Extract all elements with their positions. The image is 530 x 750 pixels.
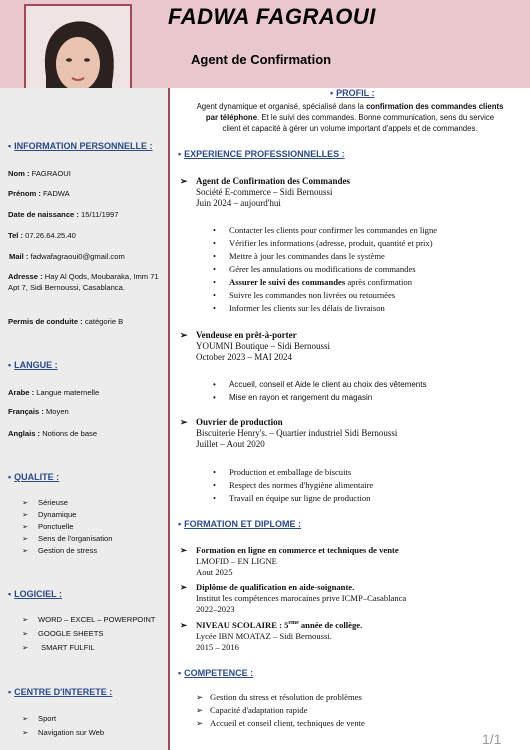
bullet-dot: • <box>213 251 217 261</box>
bullet-dot: • <box>213 277 217 287</box>
arrow-icon: ➢ <box>180 582 188 592</box>
qualite-item: ➢ Sens de l'organisation <box>22 534 113 543</box>
task-item: • Mise en rayon et rangement du magasin <box>213 393 373 402</box>
job-company: Biscuiterie Henry's. – Quartier industriel Sidi Bernoussi <box>196 428 398 438</box>
bullet-dot: • <box>213 380 216 389</box>
job-title-line: ➢ Vendeuse en prêt-à-porter <box>180 330 297 340</box>
task-item: • Mettre à jour les commandes dans le système <box>213 251 385 261</box>
info-permis: Permis de conduite : catégorie B <box>8 317 124 326</box>
formation-heading: • FORMATION ET DIPLOME : <box>178 519 301 529</box>
interet-heading: • CENTRE D'INTERETE : <box>8 687 113 697</box>
job-dates: Juin 2024 – aujourd'hui <box>196 198 281 208</box>
bullet-dot: • <box>178 519 182 529</box>
bullet-dot: • <box>8 360 12 370</box>
qualite-item: ➢ Dynamique <box>22 510 77 519</box>
competence-item: ➢ Capacité d'adaptation rapide <box>196 705 308 715</box>
formation-item: ➢ Diplôme de qualification en aide-soignante. Institut les compétences marocaines prive ICMP–Casablanca 2022–2023 <box>180 582 407 614</box>
logiciel-item: ➢ SMART FULFIL <box>22 643 95 652</box>
profil-heading: • PROFIL : <box>330 88 375 98</box>
interet-item: ➢ Navigation sur Web <box>22 728 105 737</box>
bullet-dot: • <box>213 225 217 235</box>
arrow-icon: ➢ <box>180 545 188 555</box>
bullet-dot: • <box>213 264 217 274</box>
info-tel: Tel : 07.26.64.25.40 <box>8 231 76 240</box>
arrow-icon: ➢ <box>22 728 29 737</box>
logiciel-item: ➢ GOOGLE SHEETS <box>22 629 104 638</box>
competence-item: ➢ Accueil et conseil client, techniques de vente <box>196 718 365 728</box>
job-company: YOUMNI Boutique – Sidi Bernoussi <box>196 341 331 351</box>
job-title: Agent de Confirmation <box>191 52 332 67</box>
bullet-dot: • <box>213 393 216 402</box>
arrow-icon: ➢ <box>22 643 29 652</box>
bullet-dot: • <box>213 467 217 477</box>
qualite-item: ➢ Gestion de stress <box>22 546 98 555</box>
langue-anglais: Anglais : Notions de base <box>8 429 98 438</box>
arrow-icon: ➢ <box>196 692 204 702</box>
job-dates: Juillet – Aout 2020 <box>196 439 265 449</box>
interet-item: ➢ Sport <box>22 714 57 723</box>
logiciel-heading: • LOGICIEL : <box>8 589 62 599</box>
task-item: • Travail en équipe sur ligne de production <box>213 493 371 503</box>
job-entry <box>180 330 330 363</box>
arrow-icon: ➢ <box>22 534 29 543</box>
info-nom: Nom : FAGRAOUI <box>8 169 71 178</box>
arrow-icon: ➢ <box>196 705 204 715</box>
formation-title: ➢ Formation en ligne en commerce et techniques de vente <box>180 545 399 555</box>
info-heading: • INFORMATION PERSONNELLE : <box>8 141 153 151</box>
task-item: • Vérifier les informations (adresse, produit, quantité et prix) <box>213 238 433 248</box>
langue-francais: Français : Moyen <box>8 407 69 416</box>
formation-item: ➢ NIVEAU SCOLAIRE : 5eme année de collège. Lycée IBN MOATAZ – Sidi Bernoussi. 2015 – 2016 <box>180 619 363 652</box>
arrow-icon: ➢ <box>22 498 29 507</box>
bullet-dot: • <box>330 88 334 98</box>
bullet-dot: • <box>213 493 217 503</box>
bullet-dot: • <box>8 687 12 697</box>
candidate-name: FADWA FAGRAOUI <box>168 4 376 29</box>
arrow-icon: ➢ <box>180 619 188 630</box>
qualite-item: ➢ Ponctuelle <box>22 522 74 531</box>
bullet-dot: • <box>213 290 217 300</box>
bullet-dot: • <box>178 668 182 678</box>
arrow-icon: ➢ <box>22 629 29 638</box>
arrow-icon: ➢ <box>22 522 29 531</box>
job-dates: October 2023 – MAI 2024 <box>196 352 292 362</box>
competence-item: ➢ Gestion du stress et résolution de problèmes <box>196 692 362 702</box>
arrow-icon: ➢ <box>180 176 188 186</box>
formation-title: ➢ NIVEAU SCOLAIRE : 5eme année de collège. <box>180 619 363 630</box>
qualite-heading: • QUALITE : <box>8 472 60 482</box>
job-entry <box>180 176 350 209</box>
page-indicator: 1/1 <box>482 731 502 747</box>
column-divider <box>168 88 170 750</box>
arrow-icon: ➢ <box>196 718 204 728</box>
arrow-icon: ➢ <box>22 615 29 624</box>
logiciel-item: ➢ WORD – EXCEL – POWERPOINT <box>22 615 156 624</box>
arrow-icon: ➢ <box>22 510 29 519</box>
profil-line: client et capacité à gérer un volume important d'appels et de commandes. <box>222 124 478 133</box>
bullet-dot: • <box>213 480 217 490</box>
qualite-item: ➢ Sérieuse <box>22 498 68 507</box>
experience-heading: • EXPERIENCE PROFESSIONNELLES : <box>178 149 345 159</box>
info-adresse: Adresse : Hay Al Qods, Moubaraka, Imm 71 Apt 7, Sidi Bernoussi, Casablanca. <box>8 272 159 292</box>
bullet-dot: • <box>8 472 12 482</box>
profil-line: Agent dynamique et organisé, spécialisé dans la confirmation des commandes clients <box>196 102 504 111</box>
competence-heading: • COMPETENCE : <box>178 668 254 678</box>
info-birthdate: Date de naissance : 15/11/1997 <box>8 210 119 219</box>
bullet-dot: • <box>8 589 12 599</box>
arrow-icon: ➢ <box>22 546 29 555</box>
langue-heading: • LANGUE : <box>8 360 58 370</box>
arrow-icon: ➢ <box>180 330 188 340</box>
job-title-line: ➢ Ouvrier de production <box>180 417 283 427</box>
bullet-dot: • <box>213 303 217 313</box>
formation-item: ➢ Formation en ligne en commerce et techniques de vente LMOFID – EN LIGNE Aout 2025 <box>180 545 399 577</box>
job-entry <box>180 417 397 450</box>
bullet-dot: • <box>213 238 217 248</box>
task-item: • Accueil, conseil et Aide le client au choix des vêtements <box>213 380 427 389</box>
arrow-icon: ➢ <box>180 417 188 427</box>
job-title-line: ➢ Agent de Confirmation des Commandes <box>180 176 350 186</box>
info-prenom: Prénom : FADWA <box>8 189 70 198</box>
task-item: • Production et emballage de biscuits <box>213 467 352 477</box>
arrow-icon: ➢ <box>22 714 29 723</box>
formation-title: ➢ Diplôme de qualification en aide-soignante. <box>180 582 355 592</box>
profil-text <box>176 101 524 134</box>
info-mail: Mail : fadwafagraoui0@gmail.com <box>9 252 125 261</box>
task-item: • Gérer les annulations ou modifications de commandes <box>213 264 416 274</box>
task-item: • Informer les clients sur les délais de livraison <box>213 303 385 313</box>
profil-line: par téléphone. Et le suivi des commandes. Bonne communication, sens du service <box>205 113 495 122</box>
bullet-dot: • <box>8 141 12 151</box>
bullet-dot: • <box>178 149 182 159</box>
task-item: • Respect des normes d'hygiène alimentaire <box>213 480 374 490</box>
task-item: • Assurer le suivi des commandes après confirmation <box>213 277 413 287</box>
task-item: • Contacter les clients pour confirmer les commandes en ligne <box>213 225 438 235</box>
langue-arabe: Arabe : Langue maternelle <box>8 388 100 397</box>
job-company: Société E-commerce – Sidi Bernoussi <box>196 187 333 197</box>
task-item: • Suivre les commandes non livrées ou retournées <box>213 290 396 300</box>
